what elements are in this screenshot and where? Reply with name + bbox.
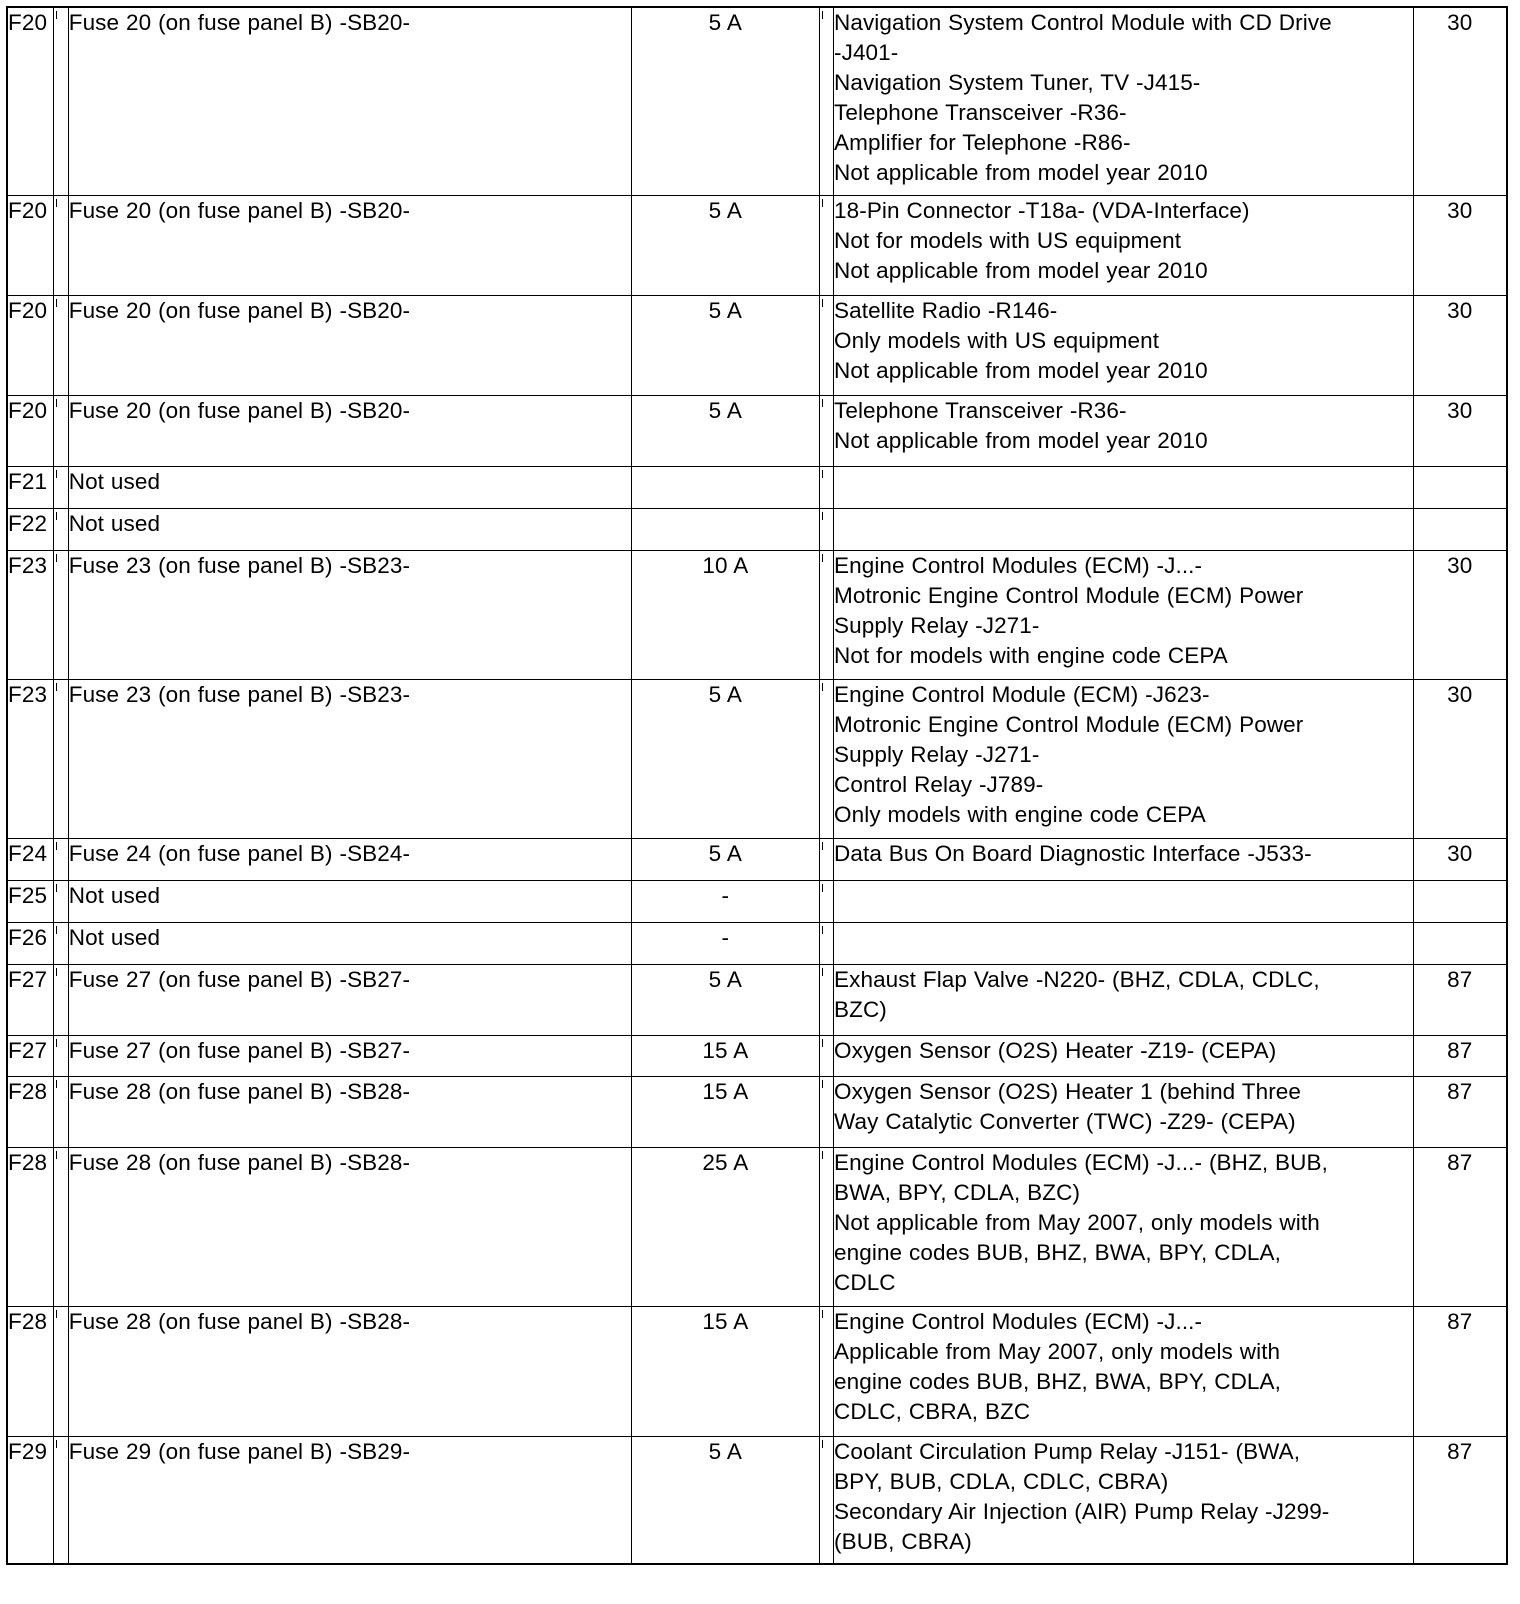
fuse-rating-cell: 5 A (631, 1436, 819, 1564)
terminal-cell: 87 (1413, 1035, 1507, 1076)
fuse-position-cell: F22 (7, 508, 54, 550)
spacer-cell (819, 550, 833, 679)
fuse-position-cell: F26 (7, 922, 54, 964)
fuse-table (6, 6, 1508, 1565)
spacer-cell (819, 508, 833, 550)
protected-components-cell (834, 466, 1414, 508)
table-row (7, 838, 1507, 880)
fuse-description-cell: Fuse 28 (on fuse panel B) -SB28- (68, 1147, 631, 1306)
protected-components-cell (834, 1436, 1414, 1564)
terminal-cell: 30 (1413, 679, 1507, 838)
component-line: Supply Relay -J271- (834, 612, 1040, 638)
fuse-rating-cell (631, 466, 819, 508)
fuse-position-cell: F20 (7, 7, 54, 195)
table-row (7, 1035, 1507, 1076)
terminal-cell (1413, 466, 1507, 508)
table-row (7, 679, 1507, 838)
fuse-description-cell: Not used (68, 466, 631, 508)
fuse-position-cell: F21 (7, 466, 54, 508)
spacer-cell (819, 195, 833, 295)
component-line: Not applicable from May 2007, only models with (834, 1209, 1320, 1235)
component-line: Motronic Engine Control Module (ECM) Power (834, 582, 1304, 608)
spacer-cell (819, 1035, 833, 1076)
component-line: Not for models with US equipment (834, 227, 1182, 253)
fuse-rating-cell: 15 A (631, 1076, 819, 1147)
terminal-cell (1413, 508, 1507, 550)
fuse-description-cell: Fuse 23 (on fuse panel B) -SB23- (68, 679, 631, 838)
spacer-cell (54, 1035, 68, 1076)
protected-components-cell (834, 7, 1414, 195)
spacer-cell (54, 395, 68, 466)
protected-components-cell (834, 838, 1414, 880)
table-row (7, 550, 1507, 679)
table-row (7, 295, 1507, 395)
component-line: Data Bus On Board Diagnostic Interface -J533- (834, 840, 1312, 866)
spacer-cell (54, 466, 68, 508)
spacer-cell (54, 295, 68, 395)
fuse-position-cell: F28 (7, 1147, 54, 1306)
fuse-rating-cell: - (631, 880, 819, 922)
component-line: Engine Control Modules (ECM) -J...- (834, 552, 1203, 578)
terminal-cell: 30 (1413, 395, 1507, 466)
fuse-description-cell: Not used (68, 922, 631, 964)
spacer-cell (54, 7, 68, 195)
spacer-cell (54, 1306, 68, 1436)
fuse-position-cell: F27 (7, 964, 54, 1035)
protected-components-cell (834, 1076, 1414, 1147)
fuse-description-cell: Fuse 20 (on fuse panel B) -SB20- (68, 395, 631, 466)
table-row (7, 395, 1507, 466)
fuse-description-cell: Fuse 28 (on fuse panel B) -SB28- (68, 1306, 631, 1436)
fuse-position-cell: F20 (7, 195, 54, 295)
fuse-rating-cell: 5 A (631, 395, 819, 466)
component-line: Not applicable from model year 2010 (834, 160, 1208, 185)
terminal-cell: 87 (1413, 1436, 1507, 1564)
terminal-cell (1413, 922, 1507, 964)
fuse-description-cell: Fuse 20 (on fuse panel B) -SB20- (68, 295, 631, 395)
component-line: Telephone Transceiver -R36- (834, 397, 1127, 423)
fuse-description-cell: Fuse 27 (on fuse panel B) -SB27- (68, 964, 631, 1035)
spacer-cell (819, 1076, 833, 1147)
table-row (7, 508, 1507, 550)
component-line: Only models with engine code CEPA (834, 801, 1206, 827)
table-row (7, 1076, 1507, 1147)
terminal-cell: 30 (1413, 195, 1507, 295)
protected-components-cell (834, 1306, 1414, 1436)
fuse-position-cell: F28 (7, 1076, 54, 1147)
fuse-rating-cell: - (631, 922, 819, 964)
fuse-description-cell: Fuse 27 (on fuse panel B) -SB27- (68, 1035, 631, 1076)
protected-components-cell (834, 1147, 1414, 1306)
protected-components-cell (834, 880, 1414, 922)
spacer-cell (54, 964, 68, 1035)
terminal-cell: 87 (1413, 1306, 1507, 1436)
fuse-position-cell: F23 (7, 679, 54, 838)
spacer-cell (54, 1147, 68, 1306)
table-row (7, 1436, 1507, 1564)
component-line: Way Catalytic Converter (TWC) -Z29- (CEPA) (834, 1108, 1296, 1134)
component-line: Amplifier for Telephone -R86- (834, 130, 1131, 155)
protected-components-cell (834, 1035, 1414, 1076)
terminal-cell (1413, 880, 1507, 922)
fuse-rating-cell: 25 A (631, 1147, 819, 1306)
table-row (7, 922, 1507, 964)
component-line: Engine Control Module (ECM) -J623- (834, 681, 1210, 707)
component-line: Navigation System Control Module with CD Drive (834, 10, 1332, 35)
protected-components-cell (834, 195, 1414, 295)
spacer-cell (54, 679, 68, 838)
terminal-cell: 87 (1413, 1147, 1507, 1306)
table-row (7, 964, 1507, 1035)
fuse-description-cell: Fuse 28 (on fuse panel B) -SB28- (68, 1076, 631, 1147)
spacer-cell (54, 195, 68, 295)
fuse-rating-cell: 15 A (631, 1035, 819, 1076)
component-line: Secondary Air Injection (AIR) Pump Relay -J299- (834, 1498, 1330, 1524)
fuse-description-cell: Not used (68, 508, 631, 550)
component-line: Control Relay -J789- (834, 771, 1044, 797)
spacer-cell (819, 395, 833, 466)
fuse-description-cell: Not used (68, 880, 631, 922)
fuse-rating-cell: 5 A (631, 838, 819, 880)
fuse-description-cell: Fuse 20 (on fuse panel B) -SB20- (68, 195, 631, 295)
fuse-rating-cell: 5 A (631, 679, 819, 838)
component-line: engine codes BUB, BHZ, BWA, BPY, CDLA, (834, 1368, 1281, 1394)
fuse-description-cell: Fuse 24 (on fuse panel B) -SB24- (68, 838, 631, 880)
table-row (7, 880, 1507, 922)
table-row (7, 7, 1507, 195)
fuse-position-cell: F24 (7, 838, 54, 880)
component-line: CDLC (834, 1269, 896, 1295)
table-row (7, 1306, 1507, 1436)
fuse-rating-cell: 5 A (631, 964, 819, 1035)
spacer-cell (819, 880, 833, 922)
table-row (7, 466, 1507, 508)
component-line: 18-Pin Connector -T18a- (VDA-Interface) (834, 197, 1250, 223)
table-row (7, 1147, 1507, 1306)
component-line: BZC) (834, 996, 887, 1022)
component-line: Not applicable from model year 2010 (834, 427, 1208, 453)
table-row (7, 195, 1507, 295)
spacer-cell (819, 922, 833, 964)
spacer-cell (54, 1076, 68, 1147)
spacer-cell (54, 838, 68, 880)
fuse-table-body (7, 7, 1507, 1564)
spacer-cell (819, 1147, 833, 1306)
component-line: CDLC, CBRA, BZC (834, 1398, 1031, 1424)
spacer-cell (54, 922, 68, 964)
component-line: BWA, BPY, CDLA, BZC) (834, 1179, 1081, 1205)
protected-components-cell (834, 295, 1414, 395)
component-line: Satellite Radio -R146- (834, 297, 1058, 323)
fuse-position-cell: F29 (7, 1436, 54, 1564)
terminal-cell: 87 (1413, 964, 1507, 1035)
component-line: Oxygen Sensor (O2S) Heater -Z19- (CEPA) (834, 1037, 1277, 1063)
terminal-cell: 30 (1413, 838, 1507, 880)
spacer-cell (819, 1436, 833, 1564)
spacer-cell (819, 466, 833, 508)
component-line: Motronic Engine Control Module (ECM) Power (834, 711, 1304, 737)
component-line: Not applicable from model year 2010 (834, 257, 1208, 283)
component-line: Not applicable from model year 2010 (834, 357, 1208, 383)
component-line: Engine Control Modules (ECM) -J...- (834, 1308, 1203, 1334)
fuse-description-cell: Fuse 29 (on fuse panel B) -SB29- (68, 1436, 631, 1564)
component-line: Exhaust Flap Valve -N220- (BHZ, CDLA, CDLC, (834, 966, 1320, 992)
protected-components-cell (834, 679, 1414, 838)
component-line: BPY, BUB, CDLA, CDLC, CBRA) (834, 1468, 1169, 1494)
spacer-cell (819, 838, 833, 880)
protected-components-cell (834, 508, 1414, 550)
fuse-rating-cell (631, 508, 819, 550)
fuse-description-cell: Fuse 23 (on fuse panel B) -SB23- (68, 550, 631, 679)
terminal-cell: 30 (1413, 550, 1507, 679)
spacer-cell (54, 550, 68, 679)
fuse-position-cell: F28 (7, 1306, 54, 1436)
protected-components-cell (834, 395, 1414, 466)
spacer-cell (819, 964, 833, 1035)
component-line: Telephone Transceiver -R36- (834, 100, 1127, 125)
fuse-description-cell: Fuse 20 (on fuse panel B) -SB20- (68, 7, 631, 195)
fuse-rating-cell: 10 A (631, 550, 819, 679)
protected-components-cell (834, 922, 1414, 964)
fuse-position-cell: F23 (7, 550, 54, 679)
component-line: Supply Relay -J271- (834, 741, 1040, 767)
component-line: -J401- (834, 40, 899, 65)
spacer-cell (54, 880, 68, 922)
fuse-assignment-sheet (6, 6, 1508, 1565)
fuse-position-cell: F20 (7, 295, 54, 395)
fuse-position-cell: F20 (7, 395, 54, 466)
spacer-cell (819, 7, 833, 195)
component-line: Navigation System Tuner, TV -J415- (834, 70, 1201, 95)
component-line: Coolant Circulation Pump Relay -J151- (BWA, (834, 1438, 1301, 1464)
terminal-cell: 87 (1413, 1076, 1507, 1147)
spacer-cell (819, 1306, 833, 1436)
fuse-rating-cell: 5 A (631, 7, 819, 195)
spacer-cell (54, 508, 68, 550)
spacer-cell (819, 679, 833, 838)
fuse-rating-cell: 5 A (631, 295, 819, 395)
protected-components-cell (834, 964, 1414, 1035)
fuse-position-cell: F27 (7, 1035, 54, 1076)
protected-components-cell (834, 550, 1414, 679)
component-line: Applicable from May 2007, only models with (834, 1338, 1281, 1364)
component-line: engine codes BUB, BHZ, BWA, BPY, CDLA, (834, 1239, 1281, 1265)
component-line: Only models with US equipment (834, 327, 1160, 353)
fuse-rating-cell: 5 A (631, 195, 819, 295)
fuse-position-cell: F25 (7, 880, 54, 922)
component-line: Engine Control Modules (ECM) -J...- (BHZ, BUB, (834, 1149, 1328, 1175)
fuse-rating-cell: 15 A (631, 1306, 819, 1436)
spacer-cell (54, 1436, 68, 1564)
terminal-cell: 30 (1413, 295, 1507, 395)
component-line: Not for models with engine code CEPA (834, 642, 1228, 668)
terminal-cell: 30 (1413, 7, 1507, 195)
spacer-cell (819, 295, 833, 395)
component-line: Oxygen Sensor (O2S) Heater 1 (behind Three (834, 1078, 1302, 1104)
component-line: (BUB, CBRA) (834, 1528, 972, 1554)
